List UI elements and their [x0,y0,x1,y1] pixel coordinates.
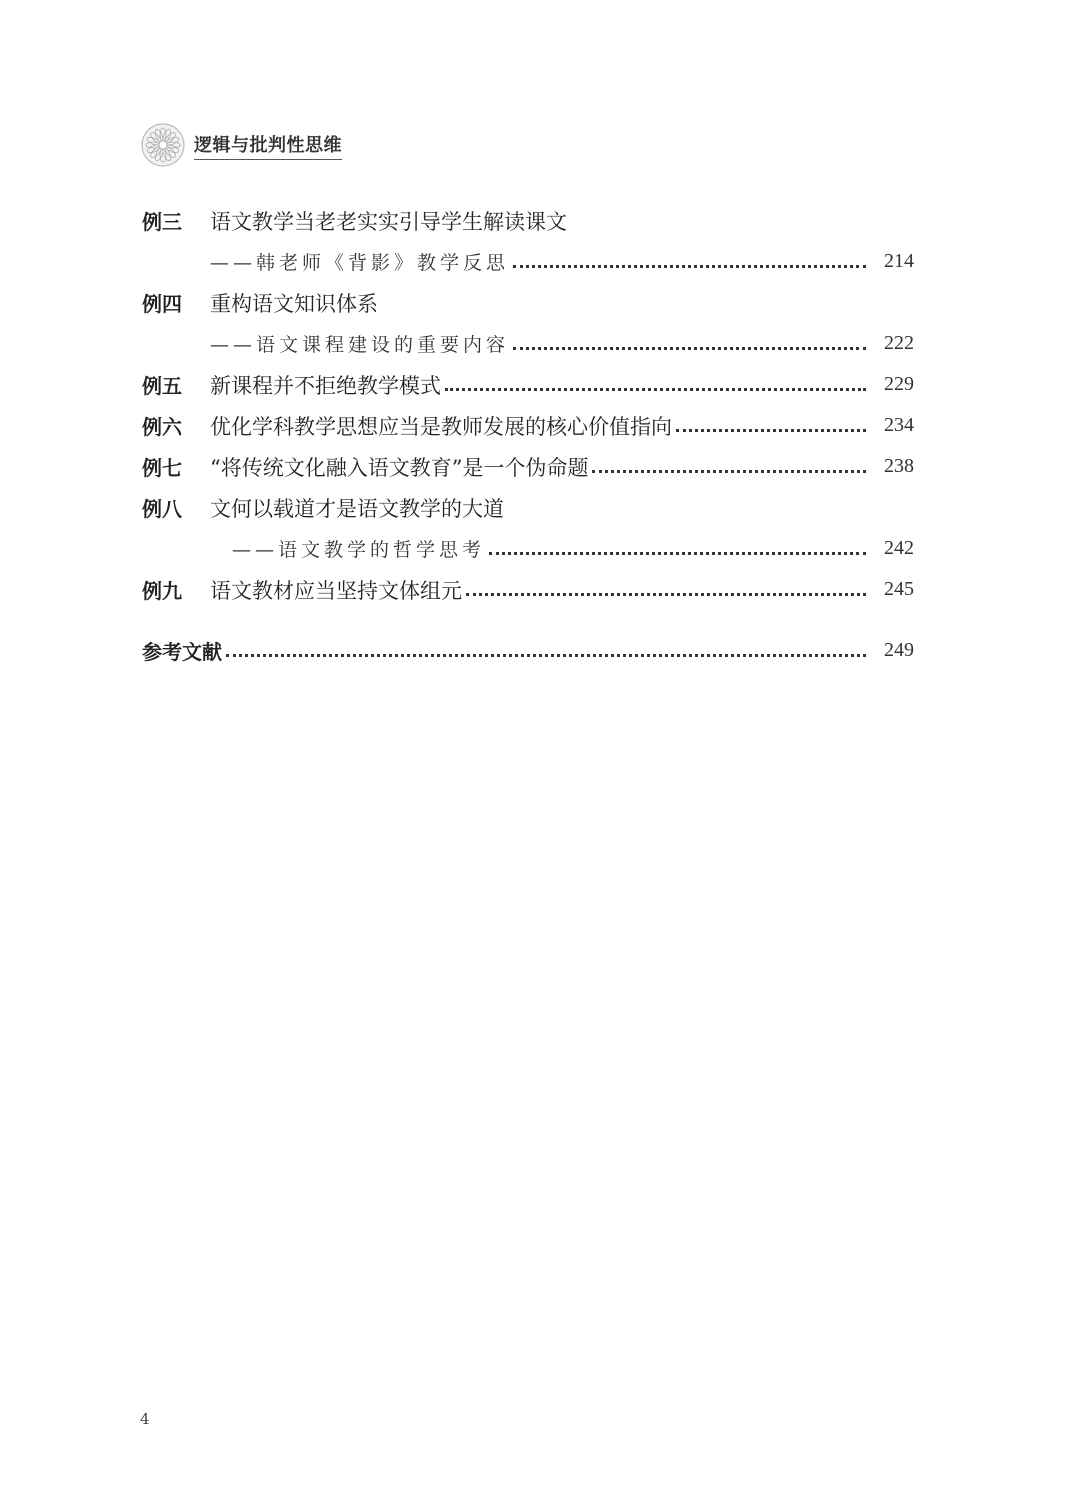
page-ref: 234 [884,414,914,436]
dot-leader [445,387,866,391]
toc-subtitle-line[interactable] [142,241,914,282]
entry-subtitle: ——韩老师《背影》教学反思 [210,252,510,274]
dot-leader [226,653,866,657]
ornamental-circle-logo-icon [140,122,186,168]
toc-entry[interactable] [142,282,914,323]
entry-title: 语文教学当老老实实引导学生解读课文 [210,209,567,234]
entry-label: 例八 [142,497,182,521]
toc-entry[interactable] [142,569,914,610]
toc-entry[interactable] [142,364,914,405]
dot-leader [676,428,866,432]
toc-entry[interactable] [142,446,914,487]
page-ref: 214 [884,250,914,272]
entry-title: 优化学科教学思想应当是教师发展的核心价值指向 [210,414,672,439]
entry-label: 例六 [142,415,182,439]
toc-entry[interactable] [142,405,914,446]
toc-subtitle-line[interactable] [142,323,914,364]
running-header [140,122,342,168]
page-ref: 249 [884,639,914,661]
toc-subtitle-line[interactable] [142,528,914,569]
entry-title: 重构语文知识体系 [210,291,378,316]
entry-label: 例九 [142,579,182,603]
toc-entry[interactable] [142,487,914,528]
entry-label: 例五 [142,374,182,398]
entry-title: 新课程并不拒绝教学模式 [210,373,441,398]
entry-title: 文何以载道才是语文教学的大道 [210,496,504,521]
spacer [142,610,914,630]
book-title: 逻辑与批判性思维 [194,131,342,160]
page-number: 4 [140,1410,150,1428]
entry-label: 例七 [142,456,182,480]
page-ref: 222 [884,332,914,354]
entry-label: 例四 [142,292,182,316]
page-ref: 242 [884,537,914,559]
toc-entry-references[interactable] [142,630,914,671]
dot-leader [513,264,866,268]
entry-subtitle: ——语文课程建设的重要内容 [210,334,510,356]
dot-leader [489,551,866,555]
dot-leader [466,592,866,596]
entry-title: 语文教材应当坚持文体组元 [210,578,462,603]
page-ref: 229 [884,373,914,395]
page-ref: 238 [884,455,914,477]
references-label: 参考文献 [142,640,222,664]
dot-leader [592,469,866,473]
table-of-contents [142,200,914,671]
entry-title: “将传统文化融入语文教育”是一个伪命题 [210,455,589,480]
entry-label: 例三 [142,210,182,234]
dot-leader [513,346,866,350]
entry-subtitle: ——语文教学的哲学思考 [232,539,486,561]
page-ref: 245 [884,578,914,600]
toc-entry[interactable] [142,200,914,241]
